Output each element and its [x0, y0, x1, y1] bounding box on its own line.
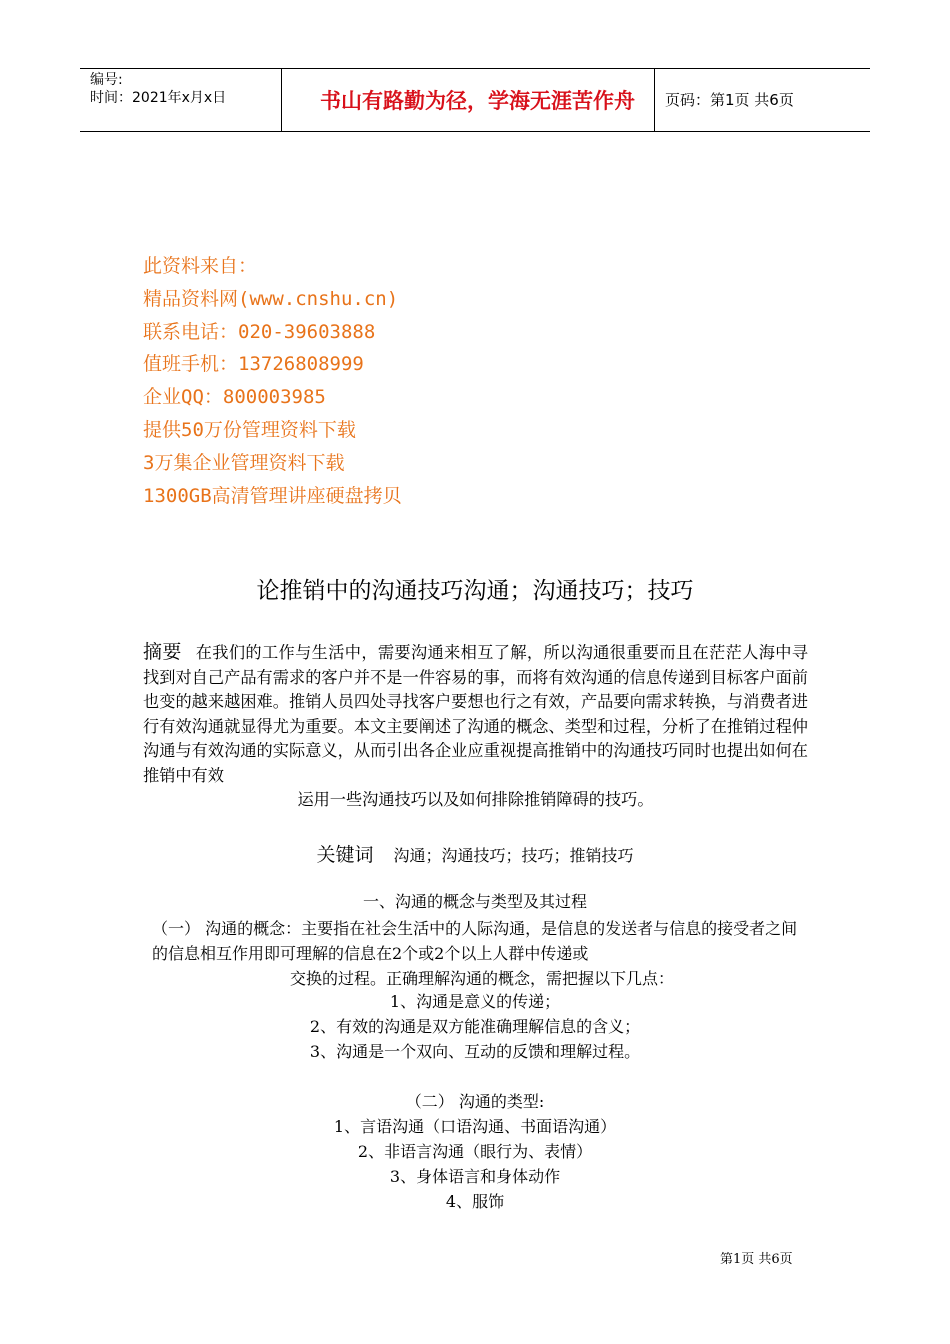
concept-paragraph: [152, 916, 812, 991]
document-title: [0, 572, 950, 605]
source-line: 联系电话：020-39603888: [143, 320, 376, 343]
title-main: 论推销中的沟通技巧: [256, 578, 464, 604]
source-line: 3万集企业管理资料下载: [143, 451, 345, 474]
concept-point: 2、有效的沟通是双方能准确理解信息的含义；: [309, 1017, 641, 1036]
type-item: 2、非语言沟通（眼行为、表情）: [357, 1142, 593, 1161]
header-divider: [654, 69, 655, 131]
source-line: 提供50万份管理资料下载: [143, 418, 356, 441]
source-line: 此资料来自：: [143, 255, 258, 277]
concept-point: 1、沟通是意义的传递；: [389, 992, 561, 1011]
header-meta: [90, 71, 226, 107]
page-footer: 第1页 共6页: [720, 1252, 793, 1267]
keywords-text: 沟通；沟通技巧；技巧；推销技巧: [393, 846, 634, 865]
concept-text: （一） 沟通的概念：主要指在社会生活中的人际沟通，是信息的发送者与信息的接受者之间的信息相互作用即可理解的信息在2个或2个以上人群中传递或: [152, 919, 798, 963]
keywords: [0, 840, 950, 867]
header-divider: [281, 69, 282, 131]
source-line: 企业QQ：800003985: [143, 386, 326, 409]
source-line: 精品资料网(www.cnshu.cn): [143, 287, 399, 310]
header-time: 时间：2021年x月x日: [90, 90, 227, 106]
source-line: 值班手机：13726808999: [143, 353, 364, 376]
page-header: [80, 68, 870, 132]
keywords-label: 关键词: [316, 844, 374, 866]
type-item: 3、身体语言和身体动作: [389, 1167, 561, 1186]
title-suffix: 沟通；沟通技巧；技巧: [463, 578, 694, 604]
abstract: [143, 640, 808, 813]
abstract-last-line: 运用一些沟通技巧以及如何排除推销障碍的技巧。: [297, 790, 654, 809]
header-page-code: 页码：第1页 共6页: [665, 91, 794, 109]
header-motto: 书山有路勤为径，学海无涯苦作舟: [320, 89, 635, 113]
header-number: 编号:: [90, 72, 123, 88]
source-info-block: [143, 250, 402, 512]
concept-last-line: 交换的过程。正确理解沟通的概念，需把握以下几点：: [289, 969, 674, 988]
section-heading: 一、沟通的概念与类型及其过程: [362, 892, 587, 911]
abstract-body: 在我们的工作与生活中，需要沟通来相互了解，所以沟通很重要而且在茫茫人海中寻找到对自己产品有需求的客户并不是一件容易的事，而将有效沟通的信息传递到目标客户面前也变的越来越困难。推销人员四处寻找客户要想也行之有效，产品要向需求转换，与消费者进行有效沟通就显得尤为重要。本文主要阐述了沟通的概念、类型和过程，分析了在推销过程仲沟通与有效沟通的实际意义，从而引出各企业应重视提高推销中的沟通技巧同时也提出如何在推销中有效: [143, 643, 808, 785]
concept-point: 3、沟通是一个双向、互动的反馈和理解过程。: [309, 1042, 641, 1061]
abstract-label: 摘要: [143, 641, 182, 663]
type-item: 4、服饰: [445, 1192, 505, 1211]
types-heading: （二） 沟通的类型:: [405, 1092, 545, 1111]
source-line: 1300GB高清管理讲座硬盘拷贝: [143, 484, 402, 507]
type-item: 1、言语沟通（口语沟通、书面语沟通）: [333, 1117, 617, 1136]
